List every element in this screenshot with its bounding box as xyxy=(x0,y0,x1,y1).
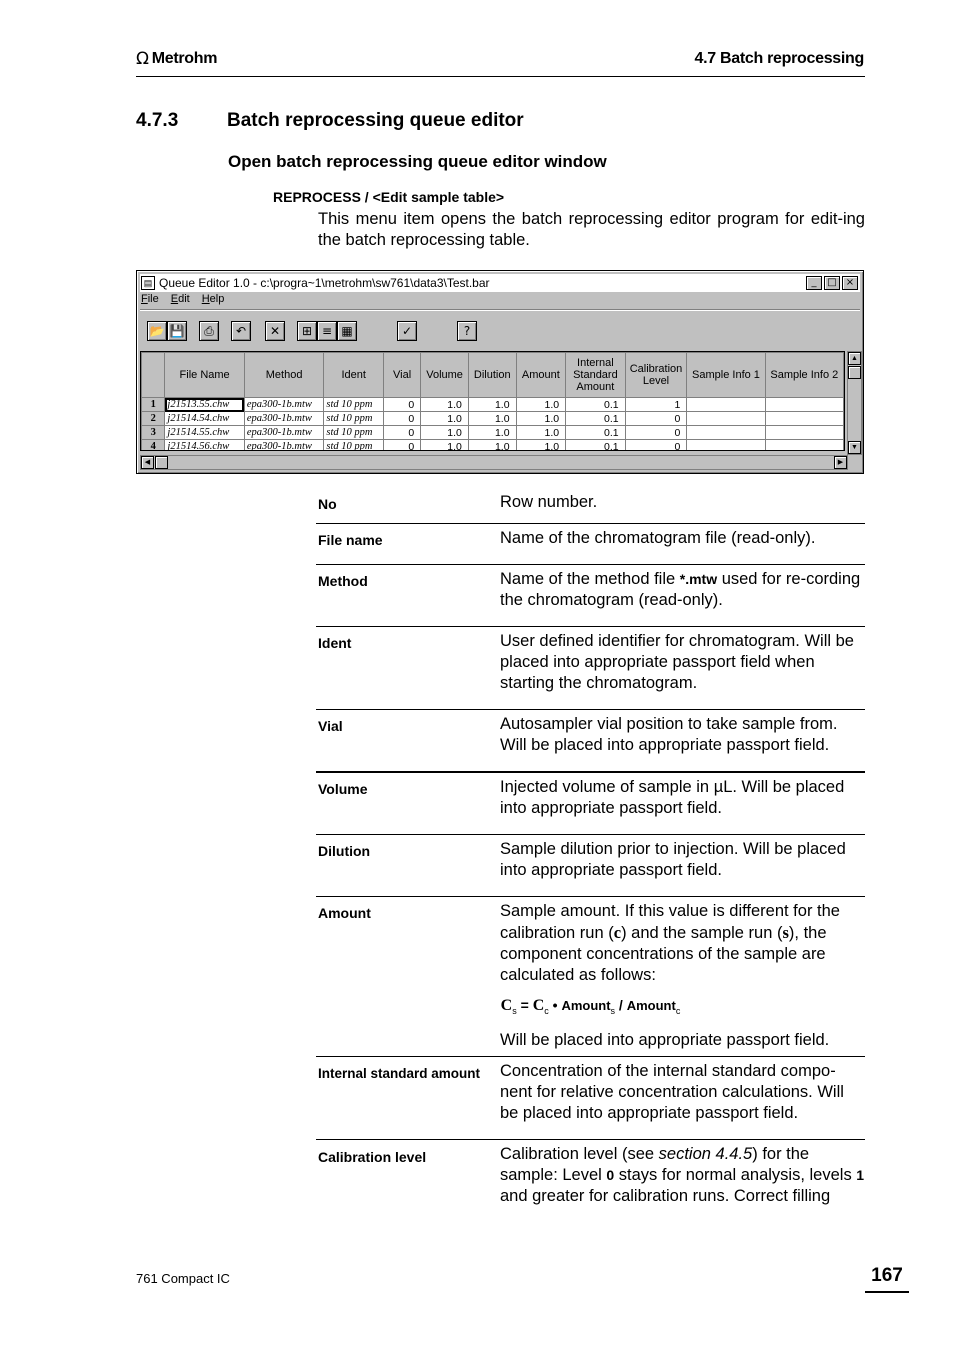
formula-amount-s-sub: s xyxy=(610,1005,616,1016)
cell-method[interactable]: epa300-1b.mtw xyxy=(244,440,324,452)
term-calibration-level: Calibration level xyxy=(318,1149,427,1165)
formula-cs-sub: s xyxy=(512,1005,517,1016)
desc-method xyxy=(500,569,865,611)
cell-volume[interactable]: 1.0 xyxy=(421,440,469,452)
desc-cal-ref: section 4.4.5 xyxy=(658,1145,753,1163)
def-method xyxy=(316,565,865,627)
desc-amount-s: s xyxy=(782,923,789,942)
desc-method-a: Name of the method file xyxy=(500,570,680,588)
desc-amount-c-text: ), the component concentrations of the sample are calculated as follows: xyxy=(500,924,827,984)
desc-ident: User defined identifier for chromatogram. Will be placed into appropriate passport field when starting the chromatogram. xyxy=(500,632,854,692)
cell-internal-standard[interactable]: 0.1 xyxy=(566,398,625,412)
cell-vial[interactable]: 0 xyxy=(384,426,421,440)
window-titlebar[interactable] xyxy=(140,274,860,292)
term-dilution: Dilution xyxy=(318,843,371,859)
desc-amount-b: ) and the sample run ( xyxy=(621,924,783,942)
table-row[interactable] xyxy=(142,440,844,452)
cell-method[interactable]: epa300-1b.mtw xyxy=(244,398,324,412)
cell-amount[interactable]: 1.0 xyxy=(516,398,566,412)
queue-grid xyxy=(140,351,845,451)
col-header-dilution[interactable]: Dilution xyxy=(468,353,516,398)
open-icon[interactable]: 📂 xyxy=(147,321,167,341)
col-header-method[interactable]: Method xyxy=(244,353,324,398)
formula-cs: C xyxy=(500,997,513,1014)
section-title xyxy=(136,110,524,132)
table-row[interactable] xyxy=(142,412,844,426)
def-amount xyxy=(316,897,865,1057)
footer-product: 761 Compact IC xyxy=(136,1271,230,1286)
cell-vial[interactable]: 0 xyxy=(384,412,421,426)
cell-volume[interactable]: 1.0 xyxy=(421,426,469,440)
fill-column-icon[interactable]: ≡ xyxy=(317,321,337,341)
def-calibration-level xyxy=(316,1140,865,1216)
cell-internal-standard[interactable]: 0.1 xyxy=(566,440,625,452)
formula-amount-c-sub: c xyxy=(675,1005,681,1016)
menu-file[interactable]: File xyxy=(141,293,159,305)
cell-sample-info-2[interactable] xyxy=(765,426,843,440)
formula-dot: • xyxy=(548,997,562,1013)
col-header-file-name[interactable]: File Name xyxy=(165,353,244,398)
desc-no: Row number. xyxy=(500,493,598,511)
window-title: Queue Editor 1.0 - c:\progra~1\metrohm\sw761\data3\Test.bar xyxy=(159,276,490,290)
desc-vial: Autosampler vial position to take sample from. Will be placed into appropriate passport field. xyxy=(500,715,838,754)
menubar xyxy=(141,293,224,305)
desc-calibration-level xyxy=(500,1144,865,1207)
corner-header xyxy=(142,353,165,398)
desc-dilution: Sample dilution prior to injection. Will be placed into appropriate passport field. xyxy=(500,840,846,879)
desc-method-b: used for re-cording the chromatogram (read-only). xyxy=(500,570,861,609)
maximize-icon[interactable]: □ xyxy=(824,276,840,290)
desc-amount-after: Will be placed into appropriate passport field. xyxy=(500,1030,830,1049)
desc-cal-c: stays for normal analysis, levels xyxy=(614,1166,857,1184)
intro-paragraph: This menu item opens the batch reprocessing editor program for edit-ing the batch reprocessing table. xyxy=(318,210,865,249)
queue-editor-window xyxy=(136,270,864,474)
menu-path: REPROCESS / <Edit sample table> xyxy=(273,189,505,205)
table-icon[interactable]: ▦ xyxy=(337,321,357,341)
term-file-name: File name xyxy=(318,532,383,548)
cell-amount[interactable]: 1.0 xyxy=(516,426,566,440)
scroll-up-icon[interactable]: ▲ xyxy=(848,352,861,365)
definitions-table xyxy=(316,490,865,1216)
scroll-down-icon[interactable]: ▼ xyxy=(848,441,861,454)
minimize-icon[interactable]: _ xyxy=(806,276,822,290)
undo-icon[interactable]: ↶ xyxy=(231,321,251,341)
cell-sample-info-1[interactable] xyxy=(687,440,765,452)
header-rule xyxy=(136,76,865,77)
term-internal-standard: Internal standard amount xyxy=(318,1066,481,1081)
desc-amount-a: Sample amount. If this value is different for the calibration run ( xyxy=(500,902,840,942)
scroll-right-icon[interactable]: ▶ xyxy=(834,456,847,469)
logo-text: Metrohm xyxy=(151,50,218,67)
page-number-rule xyxy=(865,1291,909,1293)
term-vial: Vial xyxy=(318,718,343,734)
desc-amount-c: c xyxy=(613,923,622,942)
def-file-name xyxy=(316,524,865,565)
queue-table xyxy=(141,352,844,451)
formula-cc: C xyxy=(532,997,545,1014)
hscroll-thumb[interactable] xyxy=(155,456,168,469)
formula-amount-s: Amount xyxy=(561,998,611,1013)
insert-row-icon[interactable]: ⊞ xyxy=(297,321,317,341)
cell-volume[interactable]: 1.0 xyxy=(421,412,469,426)
cell-sample-info-1[interactable] xyxy=(687,426,765,440)
close-icon[interactable]: × xyxy=(842,276,858,290)
menu-edit[interactable]: Edit xyxy=(170,293,190,305)
cell-sample-info-1[interactable] xyxy=(687,412,765,426)
cell-sample-info-2[interactable] xyxy=(765,440,843,452)
formula-cc-sub: c xyxy=(544,1005,549,1016)
delete-icon[interactable]: ✕ xyxy=(265,321,285,341)
cell-amount[interactable]: 1.0 xyxy=(516,412,566,426)
cell-method[interactable]: epa300-1b.mtw xyxy=(244,412,324,426)
cell-file-name[interactable]: j21514.54.chw xyxy=(165,412,244,426)
desc-volume: Injected volume of sample in µL. Will be placed into appropriate passport field. xyxy=(500,778,845,817)
col-header-vial[interactable]: Vial xyxy=(384,353,421,398)
page-number: 167 xyxy=(871,1265,903,1286)
col-header-sample-info-1[interactable]: Sample Info 1 xyxy=(687,353,765,398)
cell-internal-standard[interactable]: 0.1 xyxy=(566,412,625,426)
scroll-thumb[interactable] xyxy=(848,366,861,379)
desc-file-name: Name of the chromatogram file (read-only). xyxy=(500,529,816,547)
toolbar-separator xyxy=(140,309,860,311)
cell-calibration-level[interactable]: 1 xyxy=(625,398,687,412)
help-icon[interactable]: ? xyxy=(457,321,477,341)
cell-file-name[interactable]: j21514.55.chw xyxy=(165,426,244,440)
term-no: No xyxy=(318,496,337,512)
desc-cal-d: and greater for calibration runs. Correct filling xyxy=(500,1187,831,1205)
def-vial xyxy=(316,710,865,773)
subsection-title: Open batch reprocessing queue editor window xyxy=(228,152,607,171)
cell-dilution[interactable]: 1.0 xyxy=(468,440,516,452)
cell-ident[interactable]: std 10 ppm xyxy=(324,426,384,440)
desc-cal-one: 1 xyxy=(856,1167,865,1183)
term-volume: Volume xyxy=(318,781,368,797)
cell-method[interactable]: epa300-1b.mtw xyxy=(244,426,324,440)
cell-calibration-level[interactable]: 0 xyxy=(625,440,687,452)
def-internal-standard xyxy=(316,1057,865,1140)
scroll-left-icon[interactable]: ◀ xyxy=(141,456,154,469)
col-header-ident[interactable]: Ident xyxy=(324,353,384,398)
col-header-amount[interactable]: Amount xyxy=(516,353,566,398)
print-icon[interactable]: ⎙ xyxy=(199,321,219,341)
col-header-sample-info-2[interactable]: Sample Info 2 xyxy=(765,353,843,398)
row-number[interactable]: 3 xyxy=(142,426,165,440)
col-header-internal-standard[interactable]: Internal Standard Amount xyxy=(566,353,625,398)
row-number[interactable]: 1 xyxy=(142,398,165,412)
vertical-scrollbar[interactable] xyxy=(847,351,862,455)
cell-file-name[interactable]: j21513.55.chw xyxy=(165,398,244,412)
desc-cal-a: Calibration level (see xyxy=(500,1145,659,1163)
metrohm-logo xyxy=(136,50,217,68)
cell-amount[interactable]: 1.0 xyxy=(516,440,566,452)
cell-file-name[interactable]: j21514.56.chw xyxy=(165,440,244,452)
cell-vial[interactable]: 0 xyxy=(384,440,421,452)
cell-sample-info-2[interactable] xyxy=(765,398,843,412)
cell-ident[interactable]: std 10 ppm xyxy=(324,440,384,452)
cell-sample-info-1[interactable] xyxy=(687,398,765,412)
cell-dilution[interactable]: 1.0 xyxy=(468,398,516,412)
def-dilution xyxy=(316,835,865,897)
cell-dilution[interactable]: 1.0 xyxy=(468,426,516,440)
cell-dilution[interactable]: 1.0 xyxy=(468,412,516,426)
cell-ident[interactable]: std 10 ppm xyxy=(324,412,384,426)
cell-ident[interactable]: std 10 ppm xyxy=(324,398,384,412)
table-row[interactable] xyxy=(142,426,844,440)
horizontal-scrollbar[interactable] xyxy=(140,455,848,470)
formula-slash: / xyxy=(615,997,627,1013)
cell-volume[interactable]: 1.0 xyxy=(421,398,469,412)
apply-check-icon[interactable]: ✓ xyxy=(397,321,417,341)
def-no xyxy=(316,490,865,524)
term-ident: Ident xyxy=(318,635,352,651)
cell-vial[interactable]: 0 xyxy=(384,398,421,412)
cell-internal-standard[interactable]: 0.1 xyxy=(566,426,625,440)
def-volume xyxy=(316,773,865,835)
desc-method-code: *.mtw xyxy=(679,571,718,587)
system-menu-icon[interactable]: ▤ xyxy=(141,276,155,290)
formula-amount-c: Amount xyxy=(626,998,676,1013)
desc-cal-b: ) for the sample: Level xyxy=(500,1145,810,1184)
term-amount: Amount xyxy=(318,905,371,921)
section-number: 4.7.3 xyxy=(136,110,179,131)
cell-calibration-level[interactable]: 0 xyxy=(625,412,687,426)
omega-icon: Ω xyxy=(136,48,149,69)
menu-help[interactable]: Help xyxy=(201,293,225,305)
section-title-text: Batch reprocessing queue editor xyxy=(227,110,524,131)
amount-formula xyxy=(316,996,865,1020)
cell-sample-info-2[interactable] xyxy=(765,412,843,426)
row-number[interactable]: 4 xyxy=(142,440,165,452)
table-row[interactable] xyxy=(142,398,844,412)
desc-amount xyxy=(500,901,865,986)
col-header-volume[interactable]: Volume xyxy=(421,353,469,398)
desc-cal-zero: 0 xyxy=(606,1167,615,1183)
col-header-calibration-level[interactable]: Calibration Level xyxy=(625,353,687,398)
def-ident xyxy=(316,627,865,710)
term-method: Method xyxy=(318,573,368,589)
formula-eq: = xyxy=(516,997,533,1013)
cell-calibration-level[interactable]: 0 xyxy=(625,426,687,440)
desc-internal-standard: Concentration of the internal standard compo-nent for relative concentration calculations. Will be placed into appropriate passport field. xyxy=(500,1062,844,1122)
running-header: 4.7 Batch reprocessing xyxy=(694,50,864,67)
save-icon[interactable]: 💾 xyxy=(167,321,187,341)
row-number[interactable]: 2 xyxy=(142,412,165,426)
